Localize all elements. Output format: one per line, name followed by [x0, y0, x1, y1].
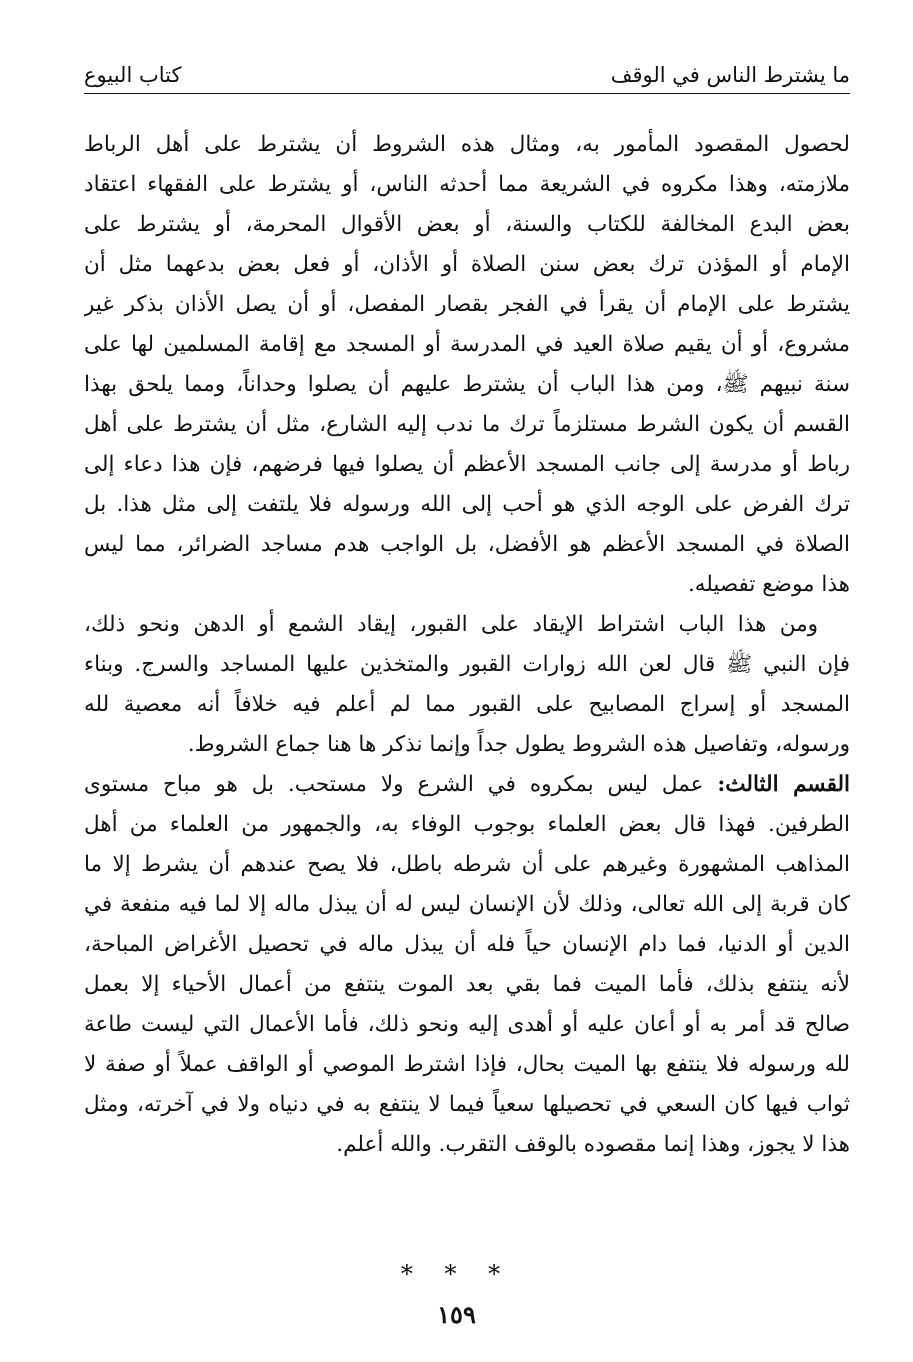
body-text [84, 125, 850, 1165]
header-rule [84, 93, 850, 94]
text-line: القسم أن يكون الشرط مستلزماً ترك ما ندب إليه الشارع، مثل أن يشترط على أهل [84, 412, 850, 437]
text-line: ورسوله، وتفاصيل هذه الشروط يطول جداً وإنما نذكر ها هنا جماع الشروط. [187, 732, 850, 757]
text-line: الطرفين. فهذا قال بعض العلماء بوجوب الوفاء به، والجمهور من العلماء من أهل [84, 812, 850, 837]
text-line: المذاهب المشهورة وغيرهم على أن شرطه باطل، فلا يصح عندهم أن يشرط إلا ما [84, 852, 850, 877]
page-number: ١٥٩ [437, 1300, 476, 1329]
text-line: لحصول المقصود المأمور به، ومثال هذه الشروط أن يشترط على أهل الرباط [84, 132, 850, 157]
section-separator: * * * [400, 1260, 513, 1288]
text-line-content: عمل ليس بمكروه في الشرع ولا مستحب. بل هو مباح مستوى [84, 772, 704, 797]
text-line: صالح قد أمر به أو أعان عليه أو أهدى إليه ونحو ذلك، فأما الأعمال التي ليست طاعة [84, 1012, 850, 1037]
text-line: بعض البدع المخالفة للكتاب والسنة، أو بعض الأقوال المحرمة، أو يشترط على [84, 212, 850, 237]
text-line: ثواب فيها كان السعي في تحصيلها سعياً فيما لا ينتفع به في دنياه ولا في آخرته، ومثل [84, 1092, 850, 1117]
text-line-section-three [84, 765, 850, 805]
text-line: رباط أو مدرسة إلى جانب المسجد الأعظم أن يصلوا فيها فرضهم، فإن هذا دعاء إلى [84, 452, 850, 477]
text-line: الصلاة في المسجد الأعظم هو الأفضل، بل الواجب هدم مساجد الضرائر، مما ليس [84, 532, 850, 557]
text-line: المسجد أو إسراج المصابيح على القبور مما لم أعلم فيه خلافاً أنه معصية لله [84, 692, 850, 717]
text-line: الإمام أو المؤذن ترك بعض سنن الصلاة أو الأذان، أو فعل بعض بدعهما مثل أن [84, 252, 850, 277]
text-line: ملازمته، وهذا مكروه في الشريعة مما أحدثه الناس، أو يشترط على الفقهاء اعتقاد [84, 172, 850, 197]
text-line: ترك الفرض على الوجه الذي هو أحب إلى الله ورسوله فلا يلتفت إلى مثل هذا. بل [84, 492, 850, 517]
text-line: هذا لا يجوز، وهذا إنما مقصوده بالوقف التقرب. والله أعلم. [336, 1132, 850, 1157]
text-line: يشترط على الإمام أن يقرأ في الفجر بقصار المفصل، أو أن يصل الأذان بذكر غير [84, 292, 850, 317]
text-line: الدين أو الدنيا، فما دام الإنسان حياً فله أن يبذل ماله في تحصيل الأغراض المباحة، [84, 932, 850, 957]
text-line: لأنه ينتفع بذلك، فأما الميت فما بقي بعد الموت ينتفع من أعمال الأحياء إلا بعمل [84, 972, 850, 997]
text-line: لله ورسوله فلا ينتفع بها الميت بحال، فإذا اشترط الموصي أو الواقف عملاً أو صفة لا [84, 1052, 850, 1077]
book-title: كتاب البيوع [84, 63, 182, 87]
chapter-title: ما يشترط الناس في الوقف [610, 63, 850, 87]
text-line: هذا موضع تفصيله. [687, 572, 850, 597]
text-line: فإن النبي ﷺ قال لعن الله زوارات القبور والمتخذين عليها المساجد والسرج. وبناء [84, 652, 850, 677]
running-header [84, 58, 850, 92]
text-line: كان قربة إلى الله تعالى، وذلك لأن الإنسان ليس له أن يبذل ماله إلا لما فيه منفعة في [84, 892, 850, 917]
text-line: ومن هذا الباب اشتراط الإيقاد على القبور، إيقاد الشمع أو الدهن ونحو ذلك، [84, 612, 818, 637]
section-three-label: القسم الثالث: [717, 772, 850, 797]
text-line: سنة نبيهم ﷺ، ومن هذا الباب أن يشترط عليهم أن يصلوا وحداناً، ومما يلحق بهذا [84, 372, 850, 397]
text-line: مشروع، أو أن يقيم صلاة العيد في المدرسة أو المسجد مع إقامة المسلمين لها على [84, 332, 850, 357]
